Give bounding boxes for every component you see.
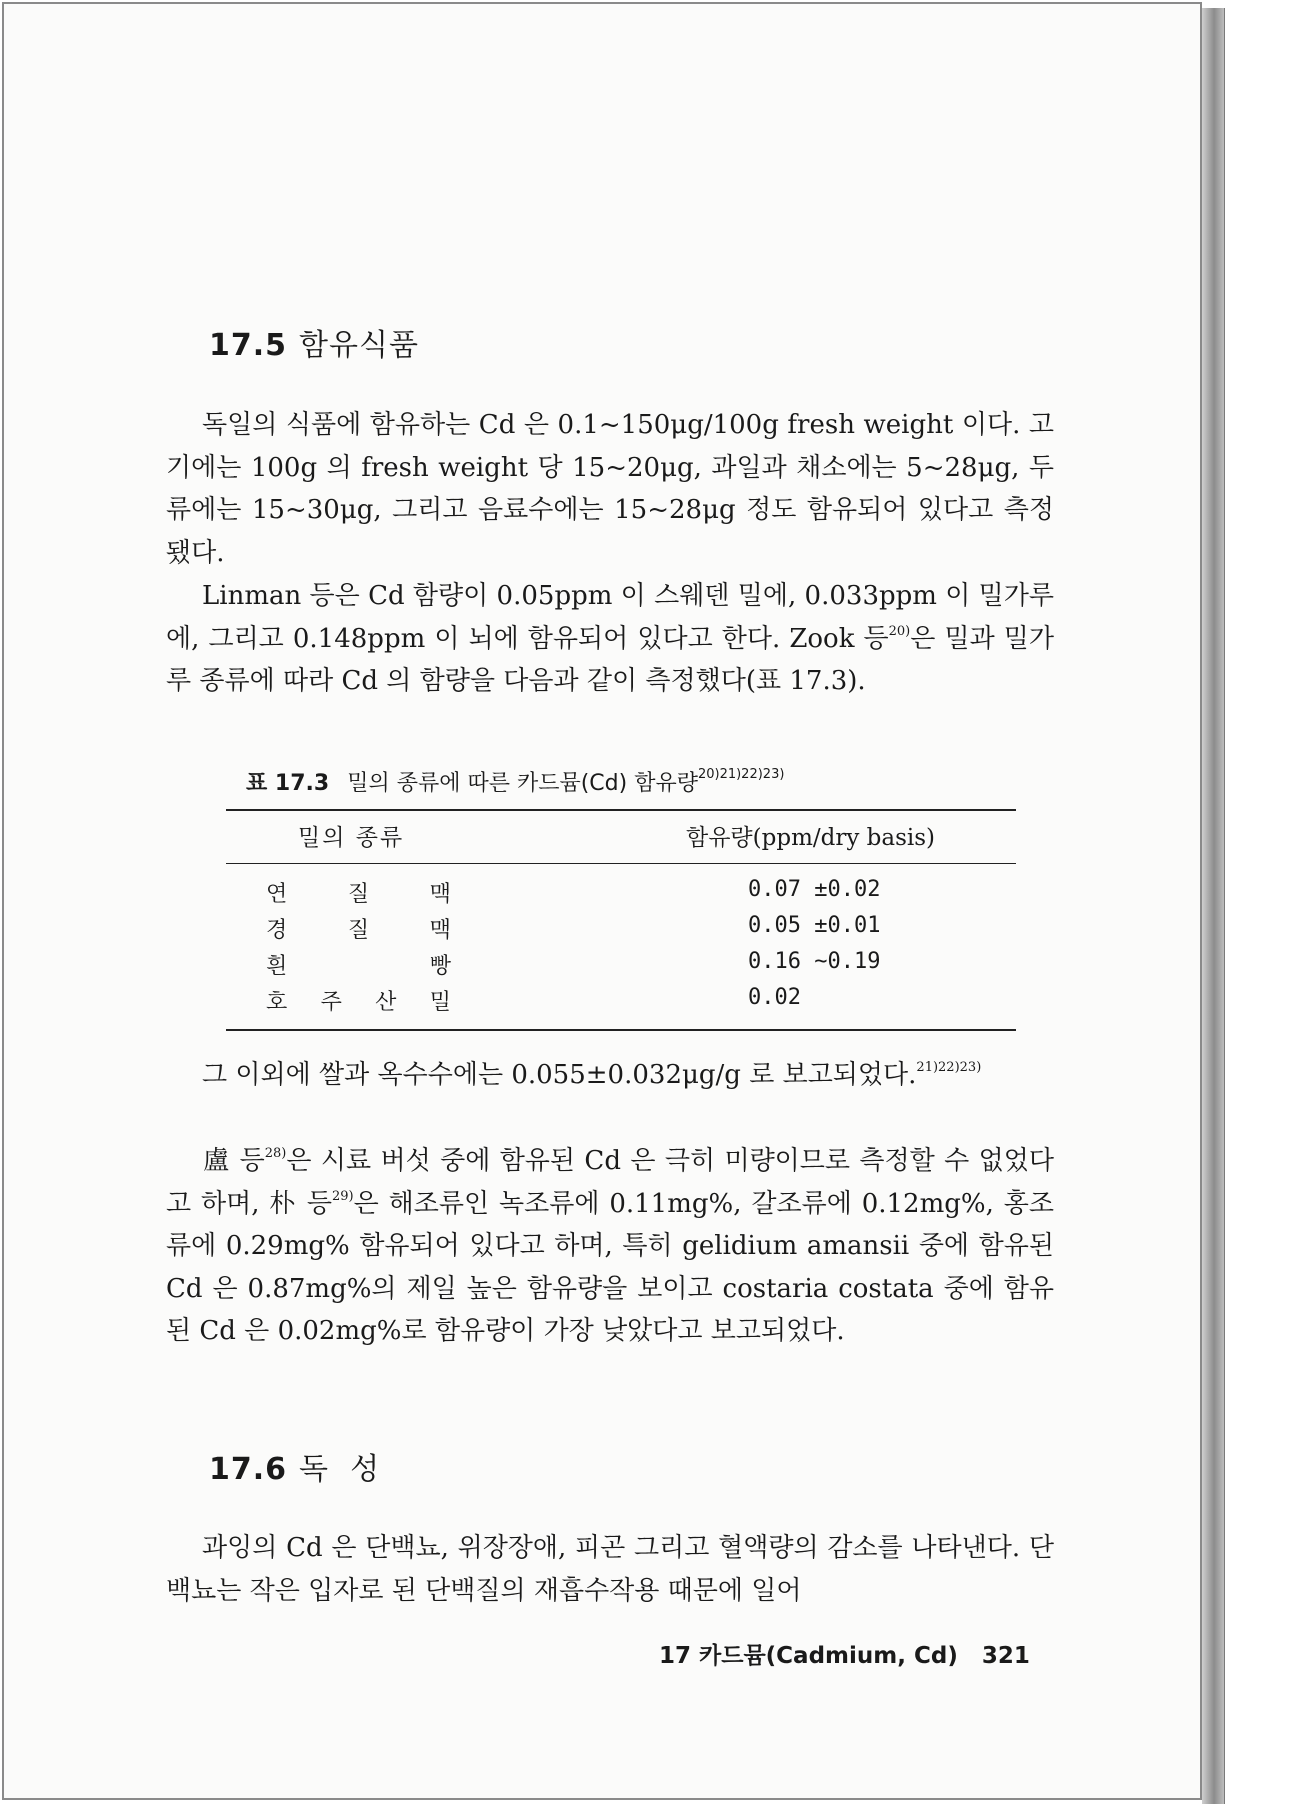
paragraph-text: 그 이외에 쌀과 옥수수에는 0.055±0.032μg/g 로 보고되었다. (202, 1060, 917, 1090)
section-title: 독 성 (299, 1452, 381, 1487)
cell-char: 흰 (266, 954, 288, 979)
table-header-wheat-type: 밀의 종류 (298, 825, 405, 851)
paragraph-text: 과잉의 Cd 은 단백뇨, 위장장애, 피곤 그리고 혈액량의 감소를 나타낸다. 단백뇨는 작은 입자로 된 단백질의 재흡수작용 때문에 일어 (166, 1533, 1054, 1606)
cell-char: 질 (347, 918, 370, 943)
reference-superscript: 20) (888, 623, 911, 639)
paragraph-text: 盧 등 (202, 1146, 265, 1176)
content-value-cell: 0.07 ±0.02 (748, 877, 881, 902)
wheat-type-cell (266, 985, 451, 1016)
table-row (226, 949, 1016, 985)
cell-char: 맥 (429, 882, 451, 907)
cell-char: 산 (375, 990, 397, 1015)
section-number: 17.6 (209, 1452, 288, 1487)
table-header-content: 함유량(ppm/dry basis) (686, 825, 936, 851)
page-number: 321 (981, 1643, 1030, 1669)
table-caption-number: 표 17.3 (246, 771, 330, 796)
cell-char: 빵 (429, 954, 451, 979)
section-heading-17-5 (209, 320, 419, 364)
cell-char: 경 (266, 918, 288, 943)
table-row (226, 913, 1016, 949)
book-page (2, 2, 1202, 1800)
reference-superscript: 21)22)23) (916, 1060, 982, 1075)
cell-char: 주 (320, 990, 342, 1015)
wheat-type-cell (266, 877, 451, 908)
section-title: 함유식품 (299, 328, 419, 363)
paragraph-rice-corn (166, 1054, 1054, 1097)
cell-char: 질 (347, 882, 370, 907)
content-value-cell: 0.05 ±0.01 (748, 913, 881, 938)
section-number: 17.5 (209, 328, 288, 363)
cell-char: 맥 (429, 918, 451, 943)
page-footer (659, 1637, 1030, 1670)
paragraph-text: 은 밀과 밀가루 종류에 따라 Cd 의 함량을 다음과 같이 측정했다(표 17.3). (166, 623, 1054, 696)
wheat-type-cell (266, 949, 451, 980)
paragraph-text: 독일의 식품에 함유하는 Cd 은 0.1~150μg/100g fresh weight 이다. 고기에는 100g 의 fresh weight 당 15~20μg, 과일과 채소에는 5~28μg, 두류에는 15~30μg, 그리고 음료수에는 15~28μg 정도 함유되어 있다고 측정됐다. (166, 410, 1054, 568)
table-caption-text: 밀의 종류에 따른 카드뮴(Cd) 함유량 (347, 771, 698, 796)
running-footer-chapter: 17 카드뮴(Cadmium, Cd) (659, 1643, 958, 1669)
table-rule-bottom (226, 1029, 1016, 1031)
reference-superscript: 28) (264, 1146, 287, 1161)
content-value-cell: 0.02 (748, 985, 801, 1010)
cell-char: 연 (266, 882, 288, 907)
cell-char: 호 (266, 990, 288, 1015)
table-rule-middle (226, 863, 1016, 864)
table-row (226, 877, 1016, 913)
paragraph-mushroom-seaweed (166, 1140, 1054, 1353)
paragraph-food-content (166, 404, 1054, 574)
section-heading-17-6 (209, 1444, 380, 1488)
table-row (226, 985, 1016, 1021)
table-caption (246, 766, 784, 797)
paragraph-text: 은 해조류인 녹조류에 0.11mg%, 갈조류에 0.12mg%, 홍조류에 0.29mg% 함유되어 있다고 하며, 특히 gelidium amansii 중에 함유된 Cd 은 0.87mg%의 제일 높은 함유량을 보이고 costaria costata 중에 함유된 Cd 은 0.02mg%로 함유량이 가장 낮았다고 보고되었다. (166, 1188, 1054, 1346)
wheat-type-cell (266, 913, 451, 944)
paragraph-text: 은 시료 버섯 중에 함유된 Cd 은 극히 미량이므로 측정할 수 없었다고 하며, 朴 등 (166, 1146, 1054, 1219)
paragraph-toxicity (166, 1527, 1054, 1612)
page-stack-edge (1202, 8, 1225, 1804)
content-value-cell: 0.16 ~0.19 (748, 949, 881, 974)
reference-superscript: 20)21)22)23) (697, 767, 785, 782)
paragraph-text: Linman 등은 Cd 함량이 0.05ppm 이 스웨덴 밀에, 0.033ppm 이 밀가루에, 그리고 0.148ppm 이 뇌에 함유되어 있다고 한다. Zook 등 (166, 581, 1054, 654)
reference-superscript: 29) (332, 1188, 354, 1204)
cell-char: 밀 (429, 990, 451, 1015)
paragraph-linman-zook (166, 575, 1054, 703)
table-rule-top (226, 809, 1016, 811)
